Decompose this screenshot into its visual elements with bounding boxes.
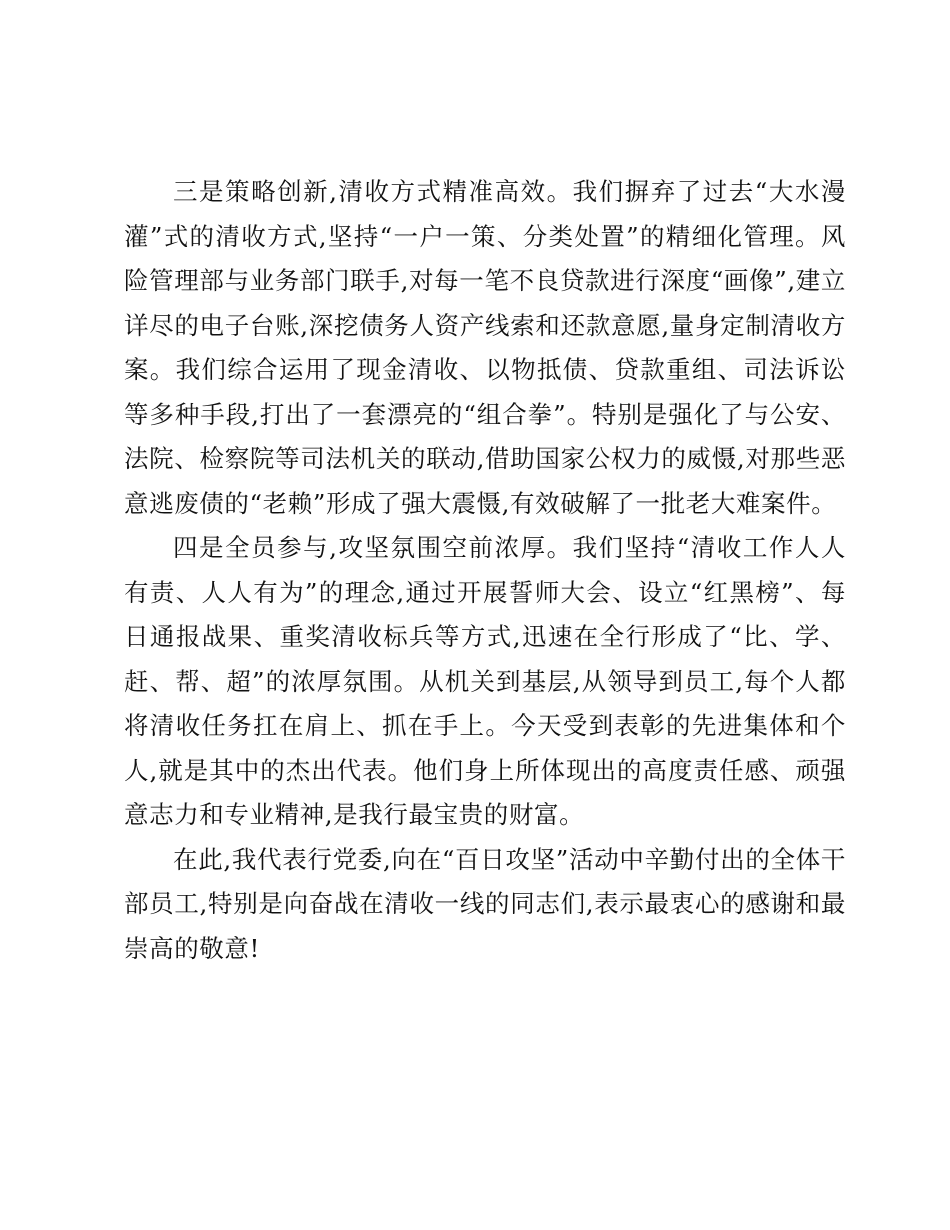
document-body — [124, 170, 846, 971]
paragraph-full-participation: 四是全员参与,攻坚氛围空前浓厚。我们坚持“清收工作人人有责、人人有为”的理念,通过开展誓师大会、设立“红黑榜”、每日通报战果、重奖清收标兵等方式,迅速在全行形成了“比、学、赶、帮、超”的浓厚氛围。从机关到基层,从领导到员工,每个人都将清收任务扛在肩上、抓在手上。今天受到表彰的先进集体和个人,就是其中的杰出代表。他们身上所体现出的高度责任感、顽强意志力和专业精神,是我行最宝贵的财富。 — [124, 533, 846, 829]
paragraph-strategy-innovation: 三是策略创新,清收方式精准高效。我们摒弃了过去“大水漫灌”式的清收方式,坚持“一户一策、分类处置”的精细化管理。风险管理部与业务部门联手,对每一笔不良贷款进行深度“画像”,建立详尽的电子台账,深挖债务人资产线索和还款意愿,量身定制清收方案。我们综合运用了现金清收、以物抵债、贷款重组、司法诉讼等多种手段,打出了一套漂亮的“组合拳”。特别是强化了与公安、法院、检察院等司法机关的联动,借助国家公权力的威慑,对那些恶意逃废债的“老赖”形成了强大震慑,有效破解了一批老大难案件。 — [124, 177, 846, 518]
paragraph-thanks: 在此,我代表行党委,向在“百日攻坚”活动中辛勤付出的全体干部员工,特别是向奋战在清收一线的同志们,表示最衷心的感谢和最崇高的敬意! — [124, 844, 846, 963]
